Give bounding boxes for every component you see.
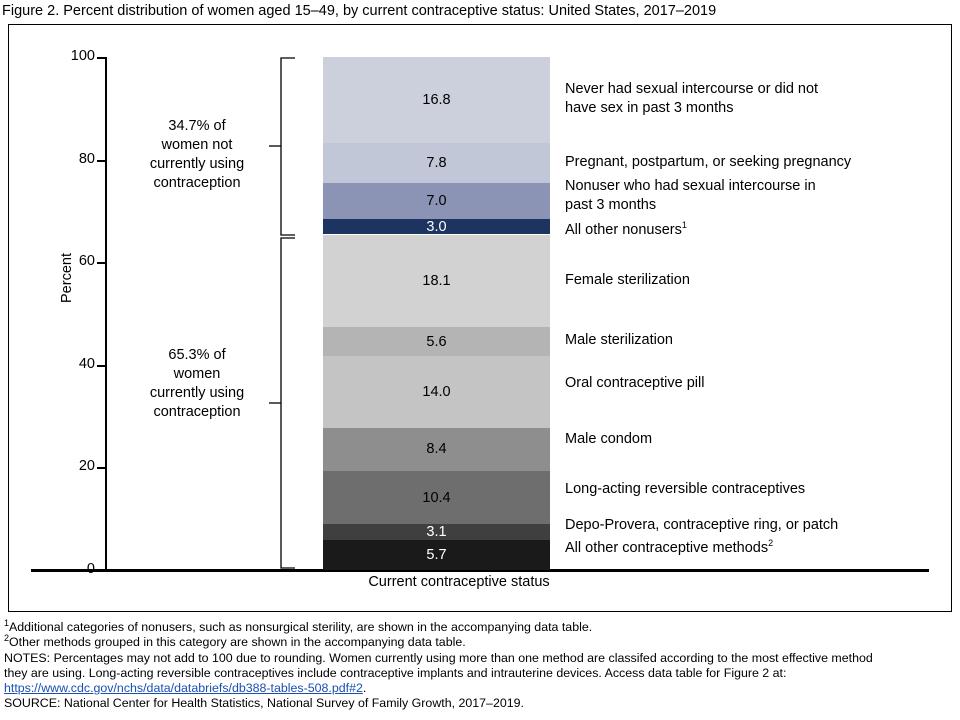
footnote-1: [4, 617, 956, 635]
series-label-never-had-sex: [565, 80, 818, 118]
footnote-2-text: Other methods grouped in this category are shown in the accompanying data table.: [9, 635, 466, 650]
series-label-never-had-sex-line1: Never had sexual intercourse or did not: [565, 81, 819, 97]
series-label-male-condom: Male condom: [565, 431, 653, 447]
footnote-2-marker: 2: [4, 633, 10, 644]
bracket-using: [267, 237, 297, 570]
footnote-marker-2: 2: [768, 538, 774, 549]
y-tick-label-100: 100: [70, 48, 95, 64]
series-label-never-had-sex-line2: have sex in past 3 months: [565, 100, 734, 116]
series-label-pregnant: Pregnant, postpartum, or seeking pregnancy: [565, 154, 852, 170]
group-label-using-line2: women: [173, 366, 221, 382]
bar-segment-all-other-methods[interactable]: [323, 540, 550, 570]
y-tick-label-80: 80: [78, 150, 95, 167]
series-label-nonuser-had-sex-line1: Nonuser who had sexual intercourse in: [565, 178, 816, 194]
bar-value-14-0: 14.0: [422, 383, 451, 400]
notes-link-line: [4, 681, 956, 696]
series-label-nonuser-had-sex-line2: past 3 months: [565, 197, 657, 213]
bar-value-3-0: 3.0: [426, 218, 447, 235]
group-label-using-line3: currently using: [149, 385, 245, 401]
bar-value-7-0: 7.0: [426, 193, 447, 210]
series-label-all-other-methods-text: All other contraceptive methods: [565, 540, 769, 556]
series-label-all-other-methods: [565, 539, 773, 558]
bar-value-7-8: 7.8: [426, 155, 447, 172]
bar-value-3-1: 3.1: [426, 524, 447, 541]
y-tick-label-0: 0: [86, 561, 95, 577]
series-label-male-sterilization: Male sterilization: [565, 332, 673, 348]
footnote-marker-1: 1: [681, 220, 687, 231]
series-label-depo-provera: Depo-Provera, contraceptive ring, or patch: [565, 517, 839, 533]
group-label-not-using-line3: currently using: [149, 156, 245, 172]
series-label-larc: Long-acting reversible contraceptives: [565, 481, 806, 497]
series-label-nonuser-had-sex: [565, 177, 816, 215]
series-label-all-other-nonusers: [565, 221, 687, 240]
group-label-using-line1: 65.3% of: [168, 347, 226, 363]
bar-segment-pregnant[interactable]: [323, 143, 550, 183]
group-label-using-line4: contraception: [153, 404, 241, 420]
group-label-using: [127, 346, 267, 422]
group-label-not-using-line1: 34.7% of: [168, 118, 226, 134]
y-tick-label-40: 40: [78, 355, 95, 372]
notes-line-2: they are using. Long-acting reversible contraceptives include contraceptive implants and intrauterine devices. Access data table for Figure 2 at:: [4, 665, 787, 680]
bar-segment-depo-provera[interactable]: [323, 524, 550, 540]
bar-segment-all-other-nonusers[interactable]: [323, 219, 550, 234]
group-label-not-using-line2: women not: [161, 137, 233, 153]
series-label-female-sterilization: Female sterilization: [565, 272, 690, 288]
source-line: SOURCE: National Center for Health Statistics, National Survey of Family Growth, 2017–2019.: [4, 696, 524, 711]
bar-segment-larc[interactable]: [323, 471, 550, 524]
bracket-not-using: [267, 57, 297, 237]
series-label-oral-pill: Oral contraceptive pill: [565, 375, 705, 391]
group-label-not-using-line4: contraception: [153, 175, 241, 191]
footnote-1-marker: 1: [4, 617, 10, 628]
chart-frame: [8, 24, 952, 612]
group-label-not-using: [127, 117, 267, 193]
bar-segment-never-had-sex[interactable]: [323, 57, 550, 143]
y-axis-title: Percent: [59, 253, 75, 303]
footnote-1-text: Additional categories of nonusers, such as nonsurgical sterility, are shown in the accompanying data table.: [9, 620, 593, 634]
x-axis-title: Current contraceptive status: [368, 574, 550, 590]
bar-value-10-4: 10.4: [422, 489, 451, 506]
footnote-2: [4, 635, 956, 650]
bar-segment-oral-pill[interactable]: [323, 356, 550, 428]
bar-segment-female-sterilization[interactable]: [323, 235, 550, 328]
series-label-all-other-nonusers-text: All other nonusers: [565, 222, 682, 238]
figure-title: Figure 2. Percent distribution of women aged 15–49, by current contraceptive status: United States, 2017–2019: [2, 3, 717, 19]
y-tick-label-60: 60: [78, 253, 95, 270]
footnotes: [4, 617, 956, 712]
bar-segment-male-condom[interactable]: [323, 428, 550, 471]
bar-value-5-6: 5.6: [426, 333, 447, 350]
notes-line-1: NOTES: Percentages may not add to 100 due to rounding. Women currently using more than one method are classifed according to the most effective method: [4, 650, 873, 665]
bar-value-16-8: 16.8: [422, 92, 451, 109]
data-table-link[interactable]: https://www.cdc.gov/nchs/data/databriefs/db388-tables-508.pdf#2: [4, 681, 363, 696]
stacked-bar: [323, 57, 550, 570]
bar-segment-nonuser-had-sex[interactable]: [323, 183, 550, 219]
bar-value-18-1: 18.1: [422, 272, 451, 289]
bar-value-5-7: 5.7: [426, 547, 447, 564]
bar-value-8-4: 8.4: [426, 441, 447, 458]
y-axis-line: [105, 57, 107, 570]
bar-segment-male-sterilization[interactable]: [323, 327, 550, 356]
link-suffix: .: [362, 681, 367, 696]
y-tick-label-20: 20: [78, 458, 95, 475]
